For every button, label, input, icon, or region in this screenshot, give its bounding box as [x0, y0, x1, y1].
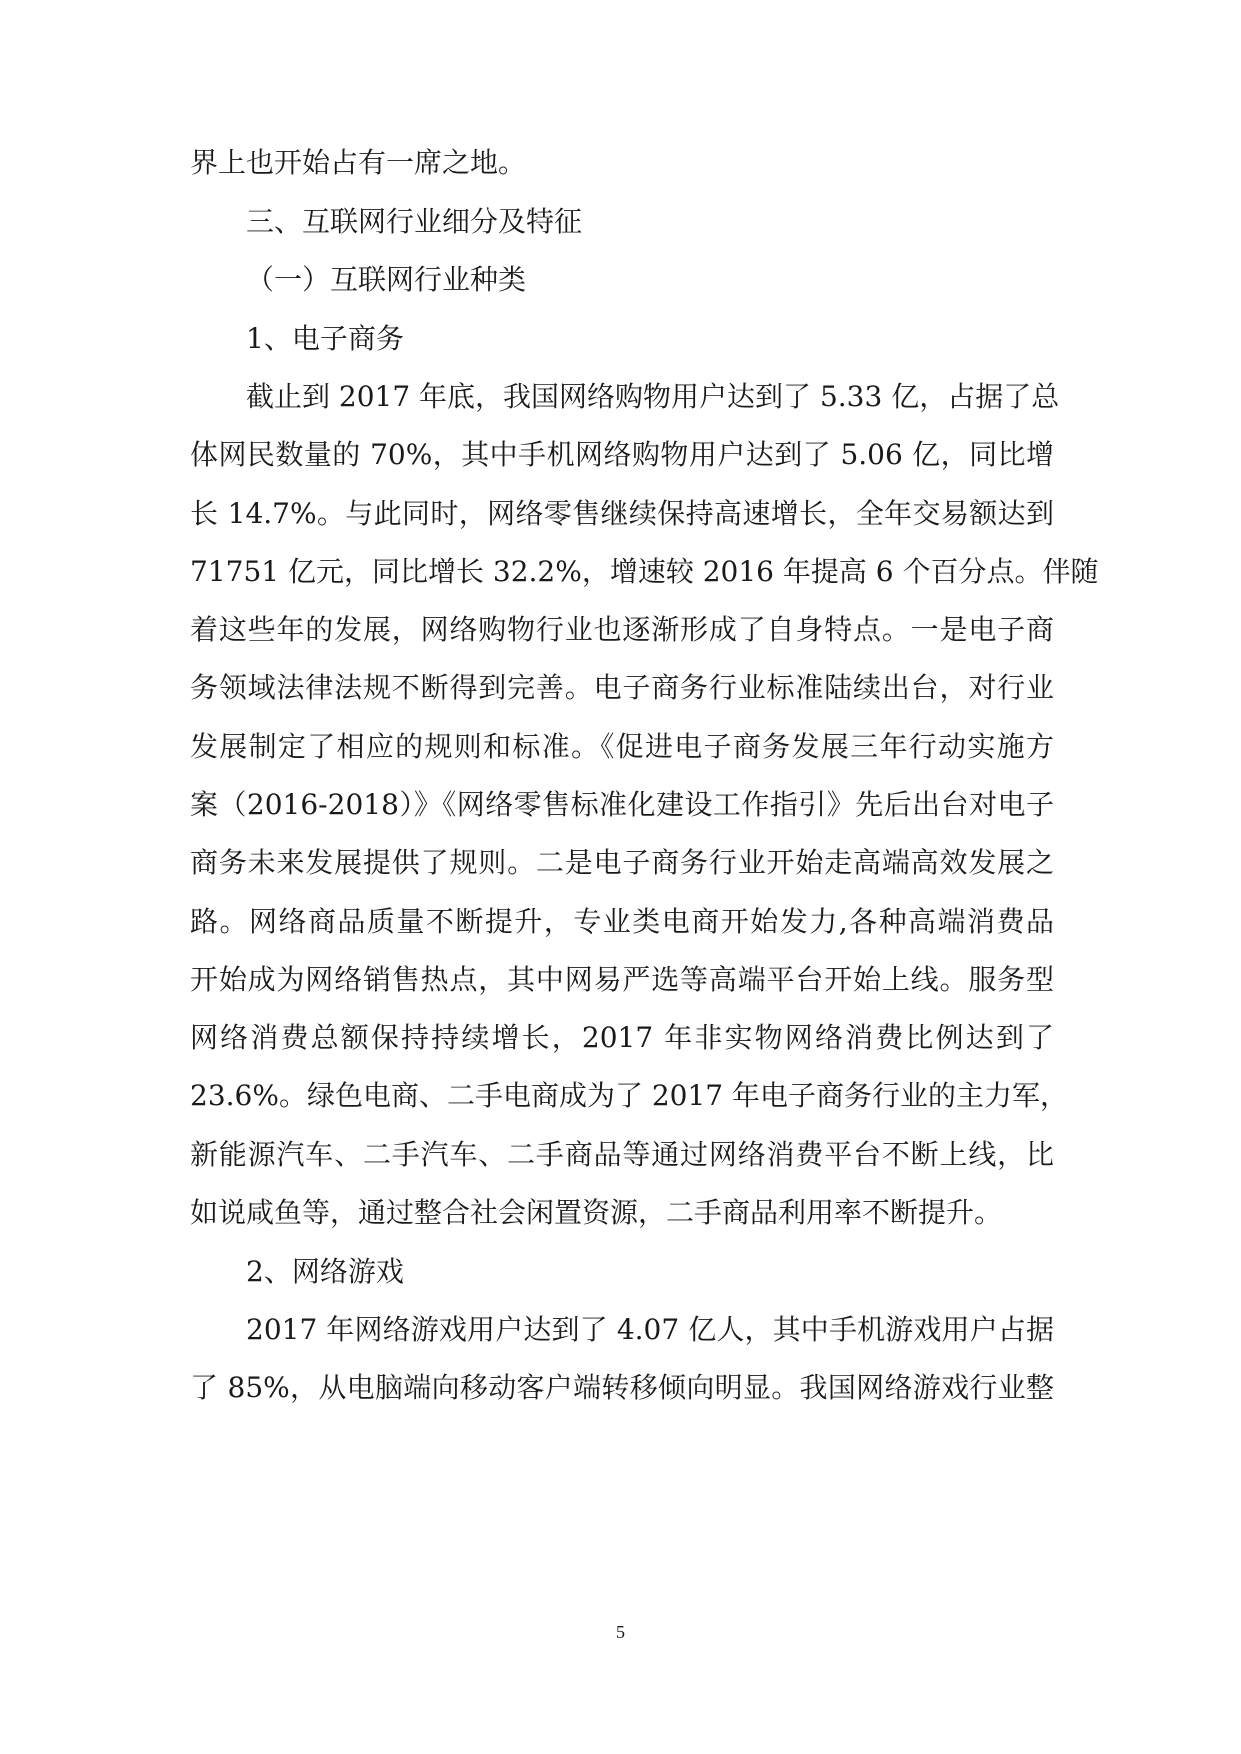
paragraph-line: 开始成为网络销售热点，其中网易严选等高端平台开始上线。服务型 — [190, 963, 1054, 996]
paragraph-line: 截止到 2017 年底，我国网络购物用户达到了 5.33 亿，占据了总 — [246, 380, 1060, 413]
paragraph-line: 网络消费总额保持持续增长，2017 年非实物网络消费比例达到了 — [190, 1021, 1054, 1054]
paragraph-line: 路。网络商品质量不断提升，专业类电商开始发力,各种高端消费品 — [190, 905, 1054, 938]
item-heading-online-games: 2、网络游戏 — [246, 1255, 404, 1288]
text-line-continuation: 界上也开始占有一席之地。 — [190, 146, 527, 179]
section-heading: 三、互联网行业细分及特征 — [246, 205, 583, 238]
paragraph-line: 23.6%。绿色电商、二手电商成为了 2017 年电子商务行业的主力军， — [190, 1079, 1069, 1112]
paragraph-line: 了 85%，从电脑端向移动客户端转移倾向明显。我国网络游戏行业整 — [190, 1371, 1054, 1404]
paragraph-line: 商务未来发展提供了规则。二是电子商务行业开始走高端高效发展之 — [190, 846, 1054, 879]
subsection-heading: （一）互联网行业种类 — [246, 263, 527, 296]
paragraph-line: 如说咸鱼等，通过整合社会闲置资源，二手商品利用率不断提升。 — [190, 1196, 1003, 1229]
paragraph-line: 发展制定了相应的规则和标准。《促进电子商务发展三年行动实施方 — [190, 730, 1054, 763]
paragraph-line: 体网民数量的 70%，其中手机网络购物用户达到了 5.06 亿，同比增 — [190, 438, 1054, 471]
paragraph-line: 71751 亿元，同比增长 32.2%，增速较 2016 年提高 6 个百分点。伴随 — [190, 555, 1099, 588]
page-number: 5 — [616, 1622, 625, 1642]
paragraph-line: 着这些年的发展，网络购物行业也逐渐形成了自身特点。一是电子商 — [190, 613, 1054, 646]
paragraph-line: 长 14.7%。与此同时，网络零售继续保持高速增长，全年交易额达到 — [190, 497, 1054, 530]
paragraph-line: 务领域法律法规不断得到完善。电子商务行业标准陆续出台，对行业 — [190, 671, 1054, 704]
paragraph-line: 2017 年网络游戏用户达到了 4.07 亿人，其中手机游戏用户占据 — [246, 1313, 1054, 1346]
paragraph-line: 案（2016-2018）》《网络零售标准化建设工作指引》先后出台对电子 — [190, 788, 1054, 821]
item-heading-ecommerce: 1、电子商务 — [246, 322, 404, 355]
paragraph-line: 新能源汽车、二手汽车、二手商品等通过网络消费平台不断上线，比 — [190, 1138, 1054, 1171]
